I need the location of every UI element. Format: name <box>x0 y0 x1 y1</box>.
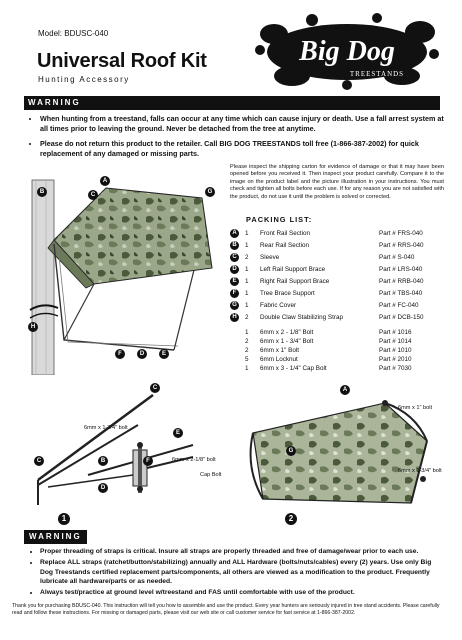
callout-d: D <box>137 349 147 359</box>
hardware-qty: 1 <box>245 365 249 372</box>
hardware-item <box>230 328 446 337</box>
part-name: Tree Brace Support <box>260 290 315 297</box>
packing-list-item <box>230 240 446 252</box>
hardware-item <box>230 364 446 373</box>
step1-label-cap-bolt: Cap Bolt <box>200 472 222 478</box>
part-number: Part # FRS-040 <box>379 230 423 237</box>
packing-list-item <box>230 264 446 276</box>
part-letter: D <box>230 265 239 274</box>
hardware-name: 6mm x 1 - 3/4" Bolt <box>260 338 314 345</box>
step1-number: 1 <box>58 513 70 525</box>
part-letter: C <box>230 253 239 262</box>
hardware-part-number: Part # 1016 <box>379 329 412 336</box>
inspection-notice: Please inspect the shipping carton for evidence of damage or that it may have been opened before you received it. Then inspect your product carefully. Compare it to the image on the product label and the picture illustration in your instructions. You must check and tighten all bolts before each use. If for any reason you are not satisfied with the product, do not use it until the problem is solved or corrected. <box>230 164 444 200</box>
hardware-qty: 5 <box>245 356 249 363</box>
hardware-part-number: Part # 2010 <box>379 356 412 363</box>
step1-callout-b: B <box>98 456 108 466</box>
part-qty: 1 <box>245 266 249 273</box>
step2-number: 2 <box>285 513 297 525</box>
part-name: Fabric Cover <box>260 302 297 309</box>
callout-b: B <box>37 187 47 197</box>
part-qty: 2 <box>245 254 249 261</box>
part-number: Part # RRS-040 <box>379 242 424 249</box>
callout-c: C <box>88 190 98 200</box>
packing-list-item <box>230 252 446 264</box>
model-number: Model: BDUSC-040 <box>38 29 109 38</box>
part-qty: 1 <box>245 290 249 297</box>
part-qty: 1 <box>245 230 249 237</box>
warning-item: • Always test/practice at ground level w/treestand and FAS until comfortable with use of the product. <box>40 588 444 598</box>
packing-list-item <box>230 276 446 288</box>
hardware-item <box>230 355 446 364</box>
warning-list-bottom <box>24 547 444 599</box>
part-letter: F <box>230 289 239 298</box>
part-number: Part # LRS-040 <box>379 266 423 273</box>
packing-list-item <box>230 300 446 312</box>
part-qty: 2 <box>245 314 249 321</box>
hardware-name: 6mm x 2 - 1/8" Bolt <box>260 329 314 336</box>
packing-list-item <box>230 228 446 240</box>
logo-tagline: TREESTANDS <box>349 70 405 78</box>
step2-callout-a: A <box>340 385 350 395</box>
part-name: Double Claw Stabilizing Strap <box>260 314 343 321</box>
warning-item: • Proper threading of straps is critical. Insure all straps are properly threaded and free of damage/wear prior to each use. <box>40 547 444 557</box>
part-name: Right Rail Support Brace <box>260 278 330 285</box>
part-letter: H <box>230 313 239 322</box>
part-letter: B <box>230 241 239 250</box>
callout-e: E <box>159 349 169 359</box>
warning-banner-bottom <box>24 530 440 544</box>
part-letter: E <box>230 277 239 286</box>
part-name: Sleeve <box>260 254 280 261</box>
warning-banner-top <box>24 96 440 110</box>
hardware-name: 6mm x 3 - 1/4" Cap Bolt <box>260 365 327 372</box>
step2-callout-g: G <box>286 446 296 456</box>
hardware-qty: 1 <box>245 329 249 336</box>
part-number: Part # DCB-150 <box>379 314 424 321</box>
assembled-roof-diagram <box>24 160 224 375</box>
step1-label-bolt-1-3-4: 6mm x 1-3/4" bolt <box>84 425 128 431</box>
hardware-part-number: Part # 7030 <box>379 365 412 372</box>
warning-item: • Please do not return this product to the retailer. Call BIG DOG TREESTANDS toll free (1-866-387-2002) for quick replacement of any damaged or missing parts. <box>40 139 444 160</box>
step1-callout-f: F <box>143 456 153 466</box>
step1-callout-d: D <box>98 483 108 493</box>
part-letter: A <box>230 229 239 238</box>
big-dog-logo <box>252 10 442 92</box>
step1-diagram <box>28 385 228 515</box>
part-name: Rear Rail Section <box>260 242 309 249</box>
packing-list <box>230 228 446 373</box>
packing-list-item <box>230 288 446 300</box>
part-number: Part # FC-040 <box>379 302 419 309</box>
warning-label: WARNING <box>24 530 87 544</box>
step1-callout-c-top: C <box>150 383 160 393</box>
hardware-part-number: Part # 1010 <box>379 347 412 354</box>
page-subtitle: Hunting Accessory <box>38 75 130 84</box>
callout-g: G <box>205 187 215 197</box>
hardware-qty: 2 <box>245 338 249 345</box>
part-name: Front Rail Section <box>260 230 311 237</box>
hardware-name: 6mm Locknut <box>260 356 298 363</box>
step1-label-bolt-2-1-8: 6mm x 2-1/8" bolt <box>172 457 216 463</box>
step2-label-bolt-1-3-4: 6mm x 1-3/4" bolt <box>398 468 442 474</box>
step1-callout-c-left: C <box>34 456 44 466</box>
packing-list-item <box>230 312 446 324</box>
callout-h: H <box>28 322 38 332</box>
callout-a: A <box>100 176 110 186</box>
part-qty: 1 <box>245 278 249 285</box>
step2-label-bolt-1: 6mm x 1" bolt <box>398 405 433 411</box>
hardware-part-number: Part # 1014 <box>379 338 412 345</box>
logo-wordmark: Big Dog <box>299 36 395 67</box>
part-qty: 1 <box>245 242 249 249</box>
hardware-item <box>230 346 446 355</box>
part-number: Part # S-040 <box>379 254 415 261</box>
warning-item: • When hunting from a treestand, falls can occur at any time which can cause injury or death. Use a fall arrest system at all times prior to leaving the ground. Never be detached from the tree at anytime. <box>40 114 444 135</box>
part-qty: 1 <box>245 302 249 309</box>
step1-callout-e: E <box>173 428 183 438</box>
hardware-qty: 2 <box>245 347 249 354</box>
part-name: Left Rail Support Brace <box>260 266 326 273</box>
hardware-name: 6mm x 1" Bolt <box>260 347 299 354</box>
part-letter: G <box>230 301 239 310</box>
page-title: Universal Roof Kit <box>37 50 207 72</box>
warning-item: • Replace ALL straps (ratchet/button/stabilizing) annually and ALL Hardware (bolts/nuts/cables) every (2) years. Use only Big Dog Treestands certified replacement parts/components, all others are viewed as a modification to the product. Frequently lubricate all hardware/parts or as needed. <box>40 558 444 587</box>
warning-list-top <box>24 114 444 164</box>
hardware-item <box>230 337 446 346</box>
part-number: Part # TBS-040 <box>379 290 423 297</box>
packing-list-heading: PACKING LIST: <box>246 215 313 224</box>
footer-text: Thank you for purchasing BDUSC-040. This instruction will tell you how to assemble and use the product. Every year hunters are seriously injured in tree stand accidents. Please carefully read and follow these instructions. For missing or damaged parts, please visit our web site or call customer service for fast service at 1-866-387-2002. <box>12 603 440 617</box>
warning-label: WARNING <box>28 96 81 110</box>
part-number: Part # RRB-040 <box>379 278 424 285</box>
callout-f: F <box>115 349 125 359</box>
